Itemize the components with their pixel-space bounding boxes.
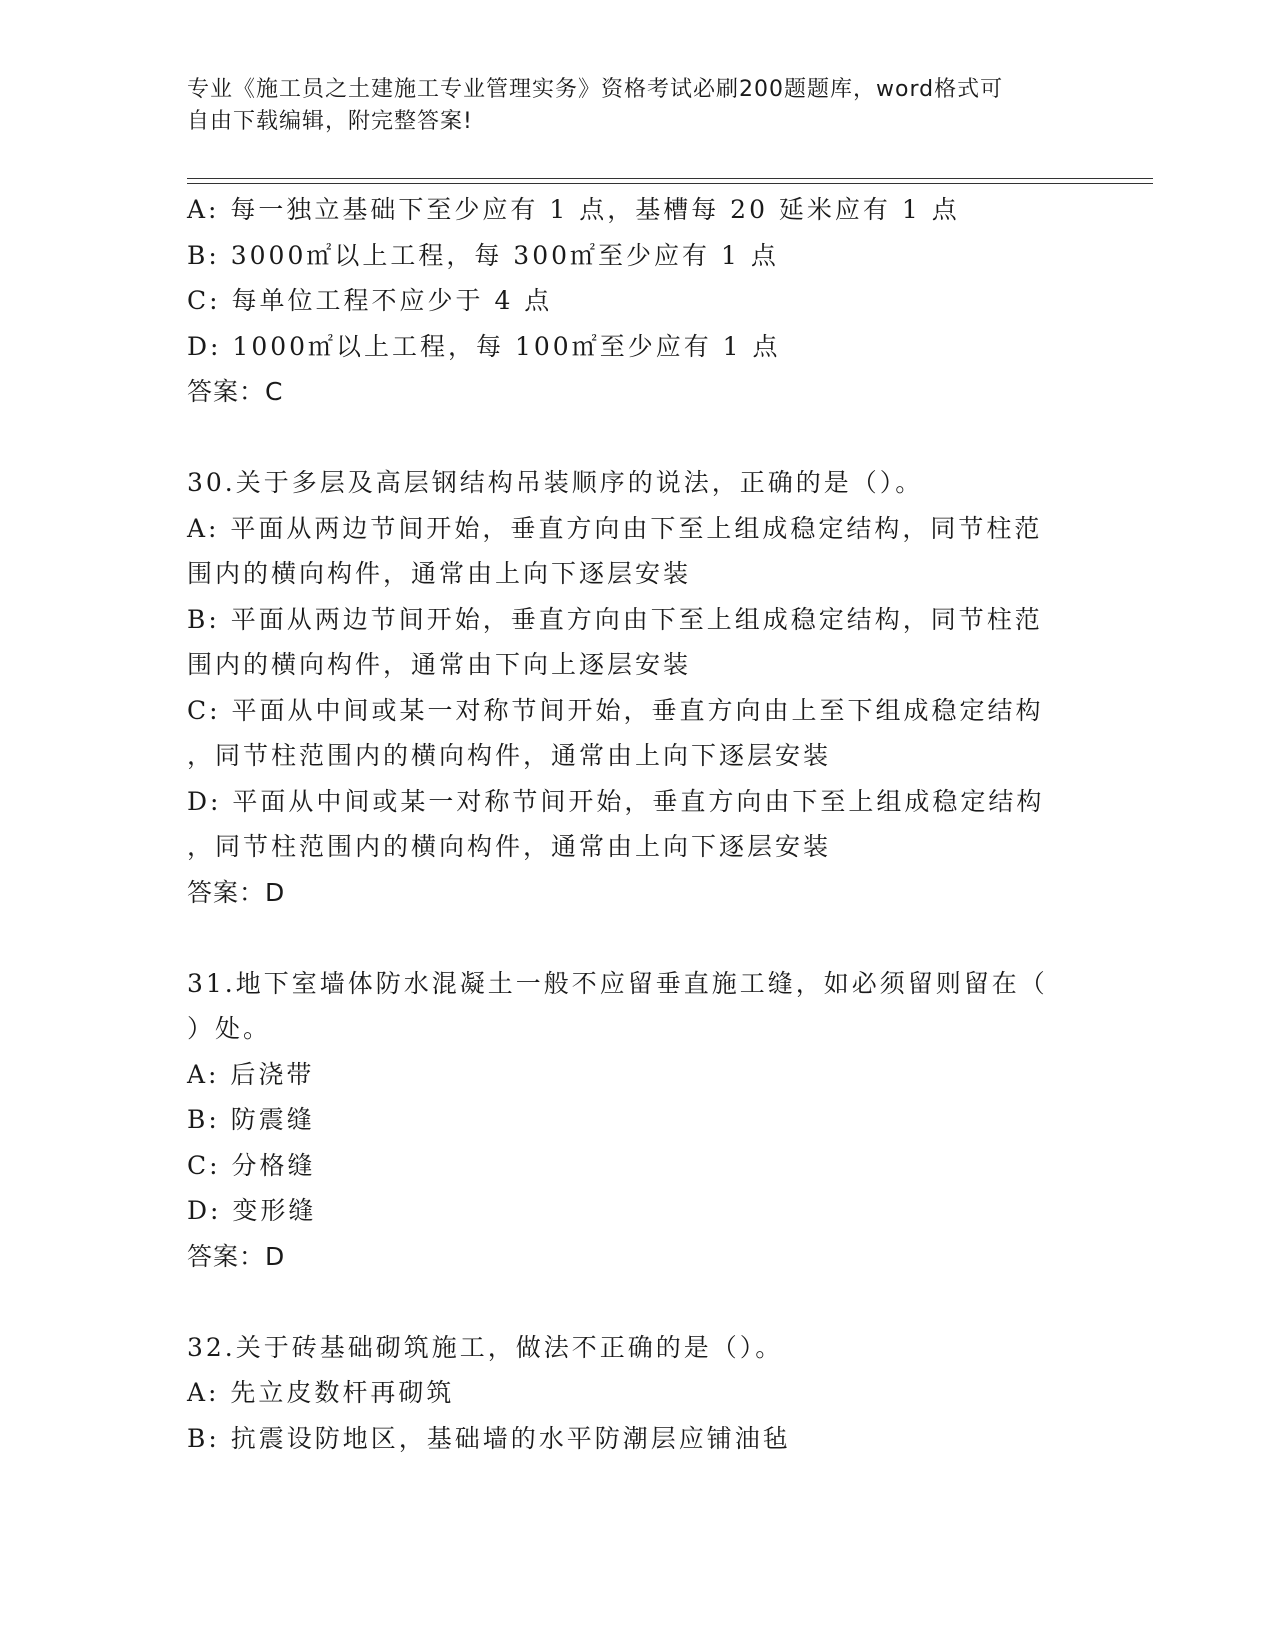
- document-body: [187, 187, 1067, 1461]
- option-a: A: 先立皮数杆再砌筑: [187, 1378, 455, 1407]
- spacer: [187, 1279, 1067, 1325]
- question-31: [187, 961, 1067, 1280]
- option-d: D: 1000㎡以上工程，每 100㎡至少应有 1 点: [187, 331, 781, 361]
- question-text: 32.关于砖基础砌筑施工，做法不正确的是（）。: [187, 1332, 784, 1362]
- question-text: 30.关于多层及高层钢结构吊装顺序的说法，正确的是（）。: [187, 468, 924, 497]
- header-rule-top: [187, 178, 1153, 179]
- document-header: [187, 74, 1067, 138]
- header-rule-bottom: [187, 183, 1153, 184]
- answer: 答案：D: [187, 877, 286, 907]
- option-d: D: 变形缝: [187, 1196, 317, 1225]
- answer: 答案：D: [187, 1241, 286, 1271]
- question-text-line-2: ）处。: [187, 1014, 272, 1043]
- option-a-line-2: 围内的横向构件，通常由上向下逐层安装: [187, 559, 692, 588]
- answer: 答案：C: [187, 377, 284, 406]
- option-c: C: 每单位工程不应少于 4 点: [187, 286, 553, 315]
- option-d-line-2: ，同节柱范围内的横向构件，通常由上向下逐层安装: [187, 832, 832, 861]
- option-b-line-1: B: 平面从两边节间开始，垂直方向由下至上组成稳定结构，同节柱范: [187, 604, 1043, 634]
- spacer: [187, 415, 1067, 461]
- header-line-1: 专业《施工员之土建施工专业管理实务》资格考试必刷200题题库，word格式可: [187, 77, 1004, 102]
- option-a-line-1: A: 平面从两边节间开始，垂直方向由下至上组成稳定结构，同节柱范: [187, 513, 1043, 543]
- option-b: B: 防震缝: [187, 1105, 315, 1134]
- question-32: [187, 1325, 1067, 1462]
- question-block-prev: [187, 187, 1067, 415]
- option-b-line-2: 围内的横向构件，通常由下向上逐层安装: [187, 650, 692, 679]
- question-30: [187, 460, 1067, 915]
- option-a: A: 后浇带: [187, 1059, 315, 1089]
- option-c: C: 分格缝: [187, 1150, 316, 1180]
- header-line-2: 自由下载编辑，附完整答案!: [187, 109, 473, 134]
- option-b: B: 3000㎡以上工程，每 300㎡至少应有 1 点: [187, 240, 779, 270]
- option-a: A: 每一独立基础下至少应有 1 点，基槽每 20 延米应有 1 点: [187, 195, 960, 224]
- spacer: [187, 915, 1067, 961]
- option-c-line-1: C: 平面从中间或某一对称节间开始，垂直方向由上至下组成稳定结构: [187, 695, 1044, 725]
- question-text-line-1: 31.地下室墙体防水混凝土一般不应留垂直施工缝，如必须留则留在（: [187, 968, 1048, 998]
- option-c-line-2: ，同节柱范围内的横向构件，通常由上向下逐层安装: [187, 741, 832, 770]
- option-b: B: 抗震设防地区，基础墙的水平防潮层应铺油毡: [187, 1423, 791, 1453]
- option-d-line-1: D: 平面从中间或某一对称节间开始，垂直方向由下至上组成稳定结构: [187, 786, 1045, 816]
